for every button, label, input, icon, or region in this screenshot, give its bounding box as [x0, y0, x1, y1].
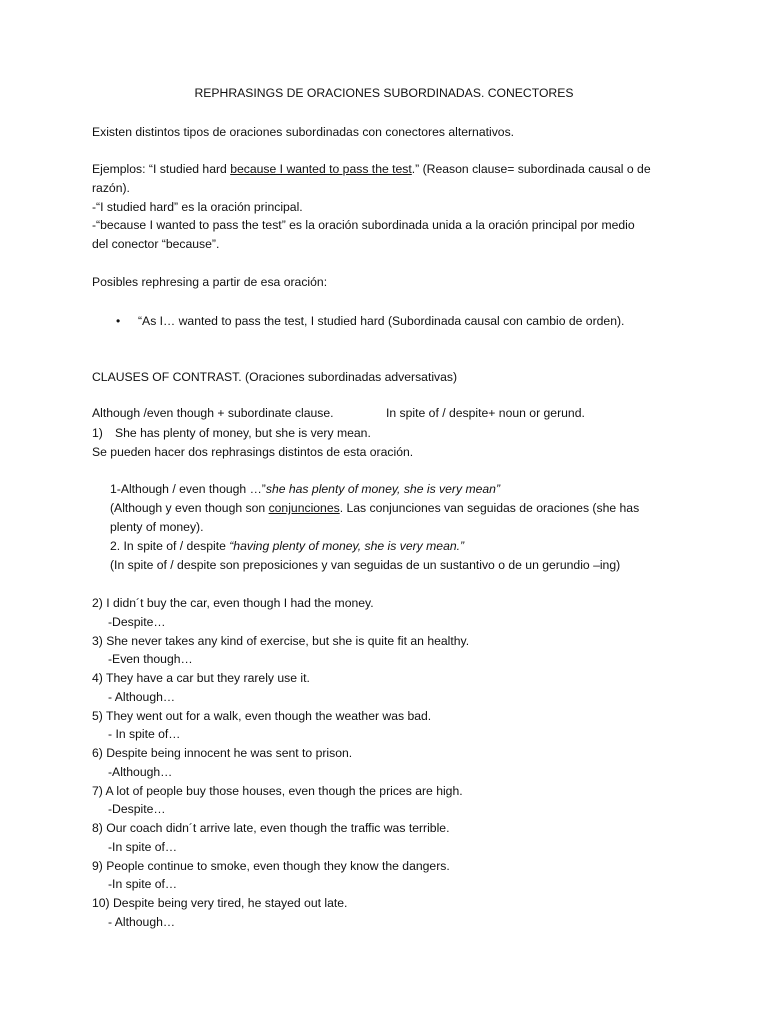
rule-although: Although /even though + subordinate clause.: [92, 406, 334, 420]
item1-number: 1): [92, 426, 103, 440]
exercise-prompt: -Despite…: [108, 802, 166, 817]
exercise-prompt: -In spite of…: [108, 839, 178, 854]
exercise-prompt: - Although…: [108, 689, 176, 704]
rule-in-spite-of: In spite of / despite+ noun or gerund.: [386, 406, 585, 420]
option2-connector: 2. In spite of / despite: [110, 539, 230, 553]
exercise-sentence: 3) She never takes any kind of exercise, but she is quite fit an healthy.: [92, 633, 470, 648]
option1-note-line-1: [110, 500, 639, 516]
exercise-prompt: - In spite of…: [108, 727, 181, 742]
exercise-prompt: -Although…: [108, 764, 173, 779]
example-line-1: [92, 161, 651, 177]
option1-connector: 1-Although / even though …”: [110, 482, 266, 496]
exercise-prompt: - Although…: [108, 914, 176, 929]
option1-note-line-2: plenty of money).: [110, 520, 204, 534]
example-line-5: del conector “because”.: [92, 237, 220, 251]
example-text: .” (Reason clause= subordinada causal o de: [411, 162, 651, 176]
option1-example: she has plenty of money, she is very mean”: [265, 482, 500, 496]
option2-example: “having plenty of money, she is very mean.”: [229, 539, 465, 553]
exercise-sentence: 7) A lot of people buy those houses, even though the prices are high.: [92, 783, 463, 798]
exercise-prompt: -In spite of…: [108, 877, 178, 892]
exercise-sentence: 8) Our coach didn´t arrive late, even though the traffic was terrible.: [92, 821, 450, 835]
bullet-text: “As I… wanted to pass the test, I studied hard (Subordinada causal con cambio de orden).: [138, 314, 625, 328]
example-line-4: -“because I wanted to pass the test” es la oración subordinada unida a la oración principal por medio: [92, 218, 635, 232]
option1-note-underlined: conjunciones: [268, 501, 340, 515]
contrast-heading: CLAUSES OF CONTRAST. (Oraciones subordinadas adversativas): [92, 370, 458, 384]
explain-line: Se pueden hacer dos rephrasings distintos de esta oración.: [92, 445, 414, 459]
option1-line: [110, 481, 500, 497]
option2-note: (In spite of / despite son preposiciones y van seguidas de un sustantivo o de un gerundio –ing): [110, 558, 621, 572]
exercise-sentence: 2) I didn´t buy the car, even though I had the money.: [92, 596, 374, 610]
item1-sentence: She has plenty of money, but she is very mean.: [115, 426, 371, 440]
example-text: Ejemplos: “I studied hard: [92, 162, 231, 176]
exercise-sentence: 4) They have a car but they rarely use it.: [92, 671, 310, 685]
option2-line: [110, 538, 464, 554]
exercise-sentence: 6) Despite being innocent he was sent to prison.: [92, 746, 353, 760]
bullet-icon: •: [116, 314, 121, 328]
example-underlined-clause: because I wanted to pass the test: [230, 162, 412, 176]
exercise-prompt: -Despite…: [108, 614, 166, 629]
option1-note-text: (Although y even though son: [110, 501, 269, 515]
example-line-2: razón).: [92, 181, 130, 195]
option1-note-text: . Las conjunciones van seguidas de oraciones (she has: [339, 501, 640, 515]
exercise-prompt: -Even though…: [108, 652, 193, 667]
exercise-sentence: 10) Despite being very tired, he stayed out late.: [92, 896, 348, 910]
exercise-sentence: 9) People continue to smoke, even though they know the dangers.: [92, 858, 450, 873]
exercise-sentence: 5) They went out for a walk, even though the weather was bad.: [92, 708, 432, 723]
posibles-heading: Posibles rephresing a partir de esa oración:: [92, 275, 328, 289]
example-line-3: -“I studied hard” es la oración principal.: [92, 200, 303, 214]
intro-paragraph: Existen distintos tipos de oraciones subordinadas con conectores alternativos.: [92, 125, 515, 139]
document-title: REPHRASINGS DE ORACIONES SUBORDINADAS. CONECTORES: [194, 86, 574, 100]
